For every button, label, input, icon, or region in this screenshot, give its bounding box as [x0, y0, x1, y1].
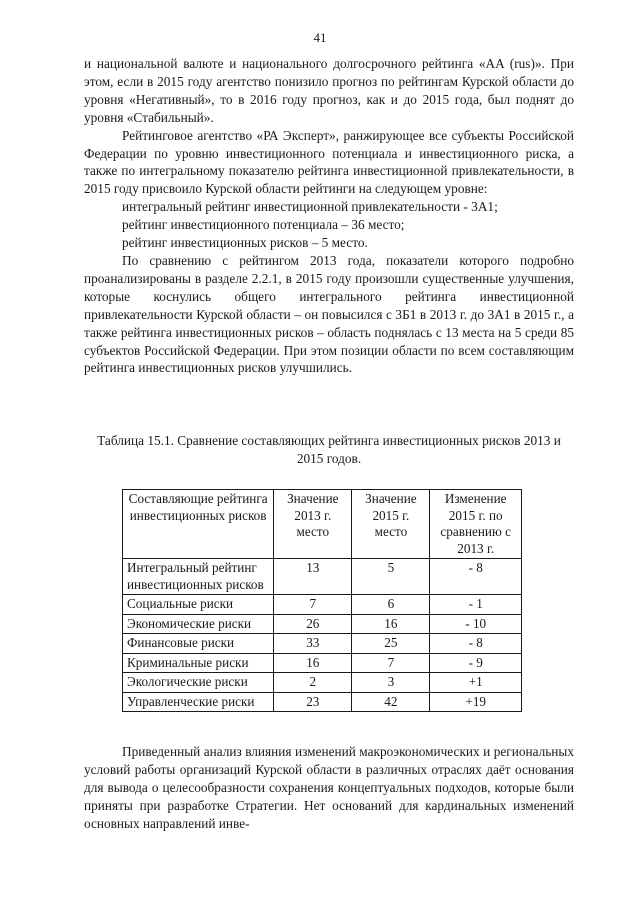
value-2015: 5 — [352, 559, 430, 595]
value-2013: 23 — [274, 692, 352, 712]
value-change: - 9 — [430, 653, 522, 673]
paragraph-conclusion: Приведенный анализ влияния изменений макроэкономических и региональных условий работы организаций Курской области в различных отраслях даёт основания для вывода о целесообразности сохранения концептуальных подходов, которые были приняты при разработке Стратегии. Нет оснований для кардинальных изменений основных направлений инве- — [84, 744, 574, 831]
header-change: Изменение 2015 г. по сравнению с 2013 г. — [430, 490, 522, 559]
paragraph-rating-continuation: и национальной валюте и национального долгосрочного рейтинга «AA (rus)». При этом, если в 2015 году агентство понизило прогноз по рейтингам Курской области до уровня «Негативный», то в 2016 году прогноз, как и до 2015 года, был поднят до уровня «Стабильный». — [84, 56, 574, 125]
table-row — [123, 595, 522, 615]
value-change: - 8 — [430, 559, 522, 595]
value-2013: 13 — [274, 559, 352, 595]
row-label: Экономические риски — [123, 614, 274, 634]
list-item-potential-rating: рейтинг инвестиционного потенциала – 36 место; — [122, 217, 405, 233]
row-label: Экологические риски — [123, 673, 274, 693]
value-change: +1 — [430, 673, 522, 693]
table-row — [123, 614, 522, 634]
page-number: 41 — [313, 30, 327, 45]
value-2015: 3 — [352, 673, 430, 693]
value-change: +19 — [430, 692, 522, 712]
value-change: - 10 — [430, 614, 522, 634]
row-label: Управленческие риски — [123, 692, 274, 712]
table-header-row — [123, 490, 522, 559]
risk-components-table — [122, 489, 522, 712]
value-2015: 42 — [352, 692, 430, 712]
value-2015: 16 — [352, 614, 430, 634]
table-caption: Таблица 15.1. Сравнение составляющих рейтинга инвестиционных рисков 2013 и 2015 годов. — [97, 433, 561, 466]
value-change: - 8 — [430, 634, 522, 654]
row-label: Социальные риски — [123, 595, 274, 615]
header-value-2015: Значение 2015 г. место — [352, 490, 430, 559]
header-value-2013: Значение 2013 г. место — [274, 490, 352, 559]
value-2013: 26 — [274, 614, 352, 634]
value-2015: 6 — [352, 595, 430, 615]
table-row — [123, 653, 522, 673]
header-components: Составляющие рейтинга инвестиционных рисков — [123, 490, 274, 559]
table-row — [123, 634, 522, 654]
value-change: - 1 — [430, 595, 522, 615]
table-row — [123, 673, 522, 693]
value-2013: 2 — [274, 673, 352, 693]
list-item-risk-rating: рейтинг инвестиционных рисков – 5 место. — [122, 235, 368, 251]
table-row — [123, 559, 522, 595]
top-text — [84, 55, 574, 377]
value-2015: 25 — [352, 634, 430, 654]
list-item-integral-rating: интегральный рейтинг инвестиционной привлекательности - 3А1; — [122, 199, 498, 215]
row-label: Финансовые риски — [123, 634, 274, 654]
value-2015: 7 — [352, 653, 430, 673]
row-label: Криминальные риски — [123, 653, 274, 673]
bottom-text — [84, 743, 574, 833]
value-2013: 16 — [274, 653, 352, 673]
row-label: Интегральный рейтинг инвестиционных рисков — [123, 559, 274, 595]
table-row — [123, 692, 522, 712]
paragraph-ra-expert: Рейтинговое агентство «РА Эксперт», ранжирующее все субъекты Российской Федерации по уровню инвестиционного потенциала и инвестиционного риска, а также по интегральному показателю рейтинга инвестиционной привлекательности, в 2015 году присвоило Курской области рейтинги на следующем уровне: — [84, 127, 574, 197]
value-2013: 7 — [274, 595, 352, 615]
paragraph-comparison: По сравнению с рейтингом 2013 года, показатели которого подробно проанализированы в разделе 2.2.1, в 2015 году произошли существенные улучшения, которые коснулись общего интегрального рейтинга инвестиционной привлекательности Курской области – он повысился с 3Б1 в 2013 г. до 3А1 в 2015 г., а также рейтинга инвестиционных рисков – область поднялась с 13 места на 5 среди 85 субъектов Российской Федерации. При этом позиции области по всем составляющим рейтинга инвестиционных рисков улучшились. — [84, 252, 574, 376]
value-2013: 33 — [274, 634, 352, 654]
